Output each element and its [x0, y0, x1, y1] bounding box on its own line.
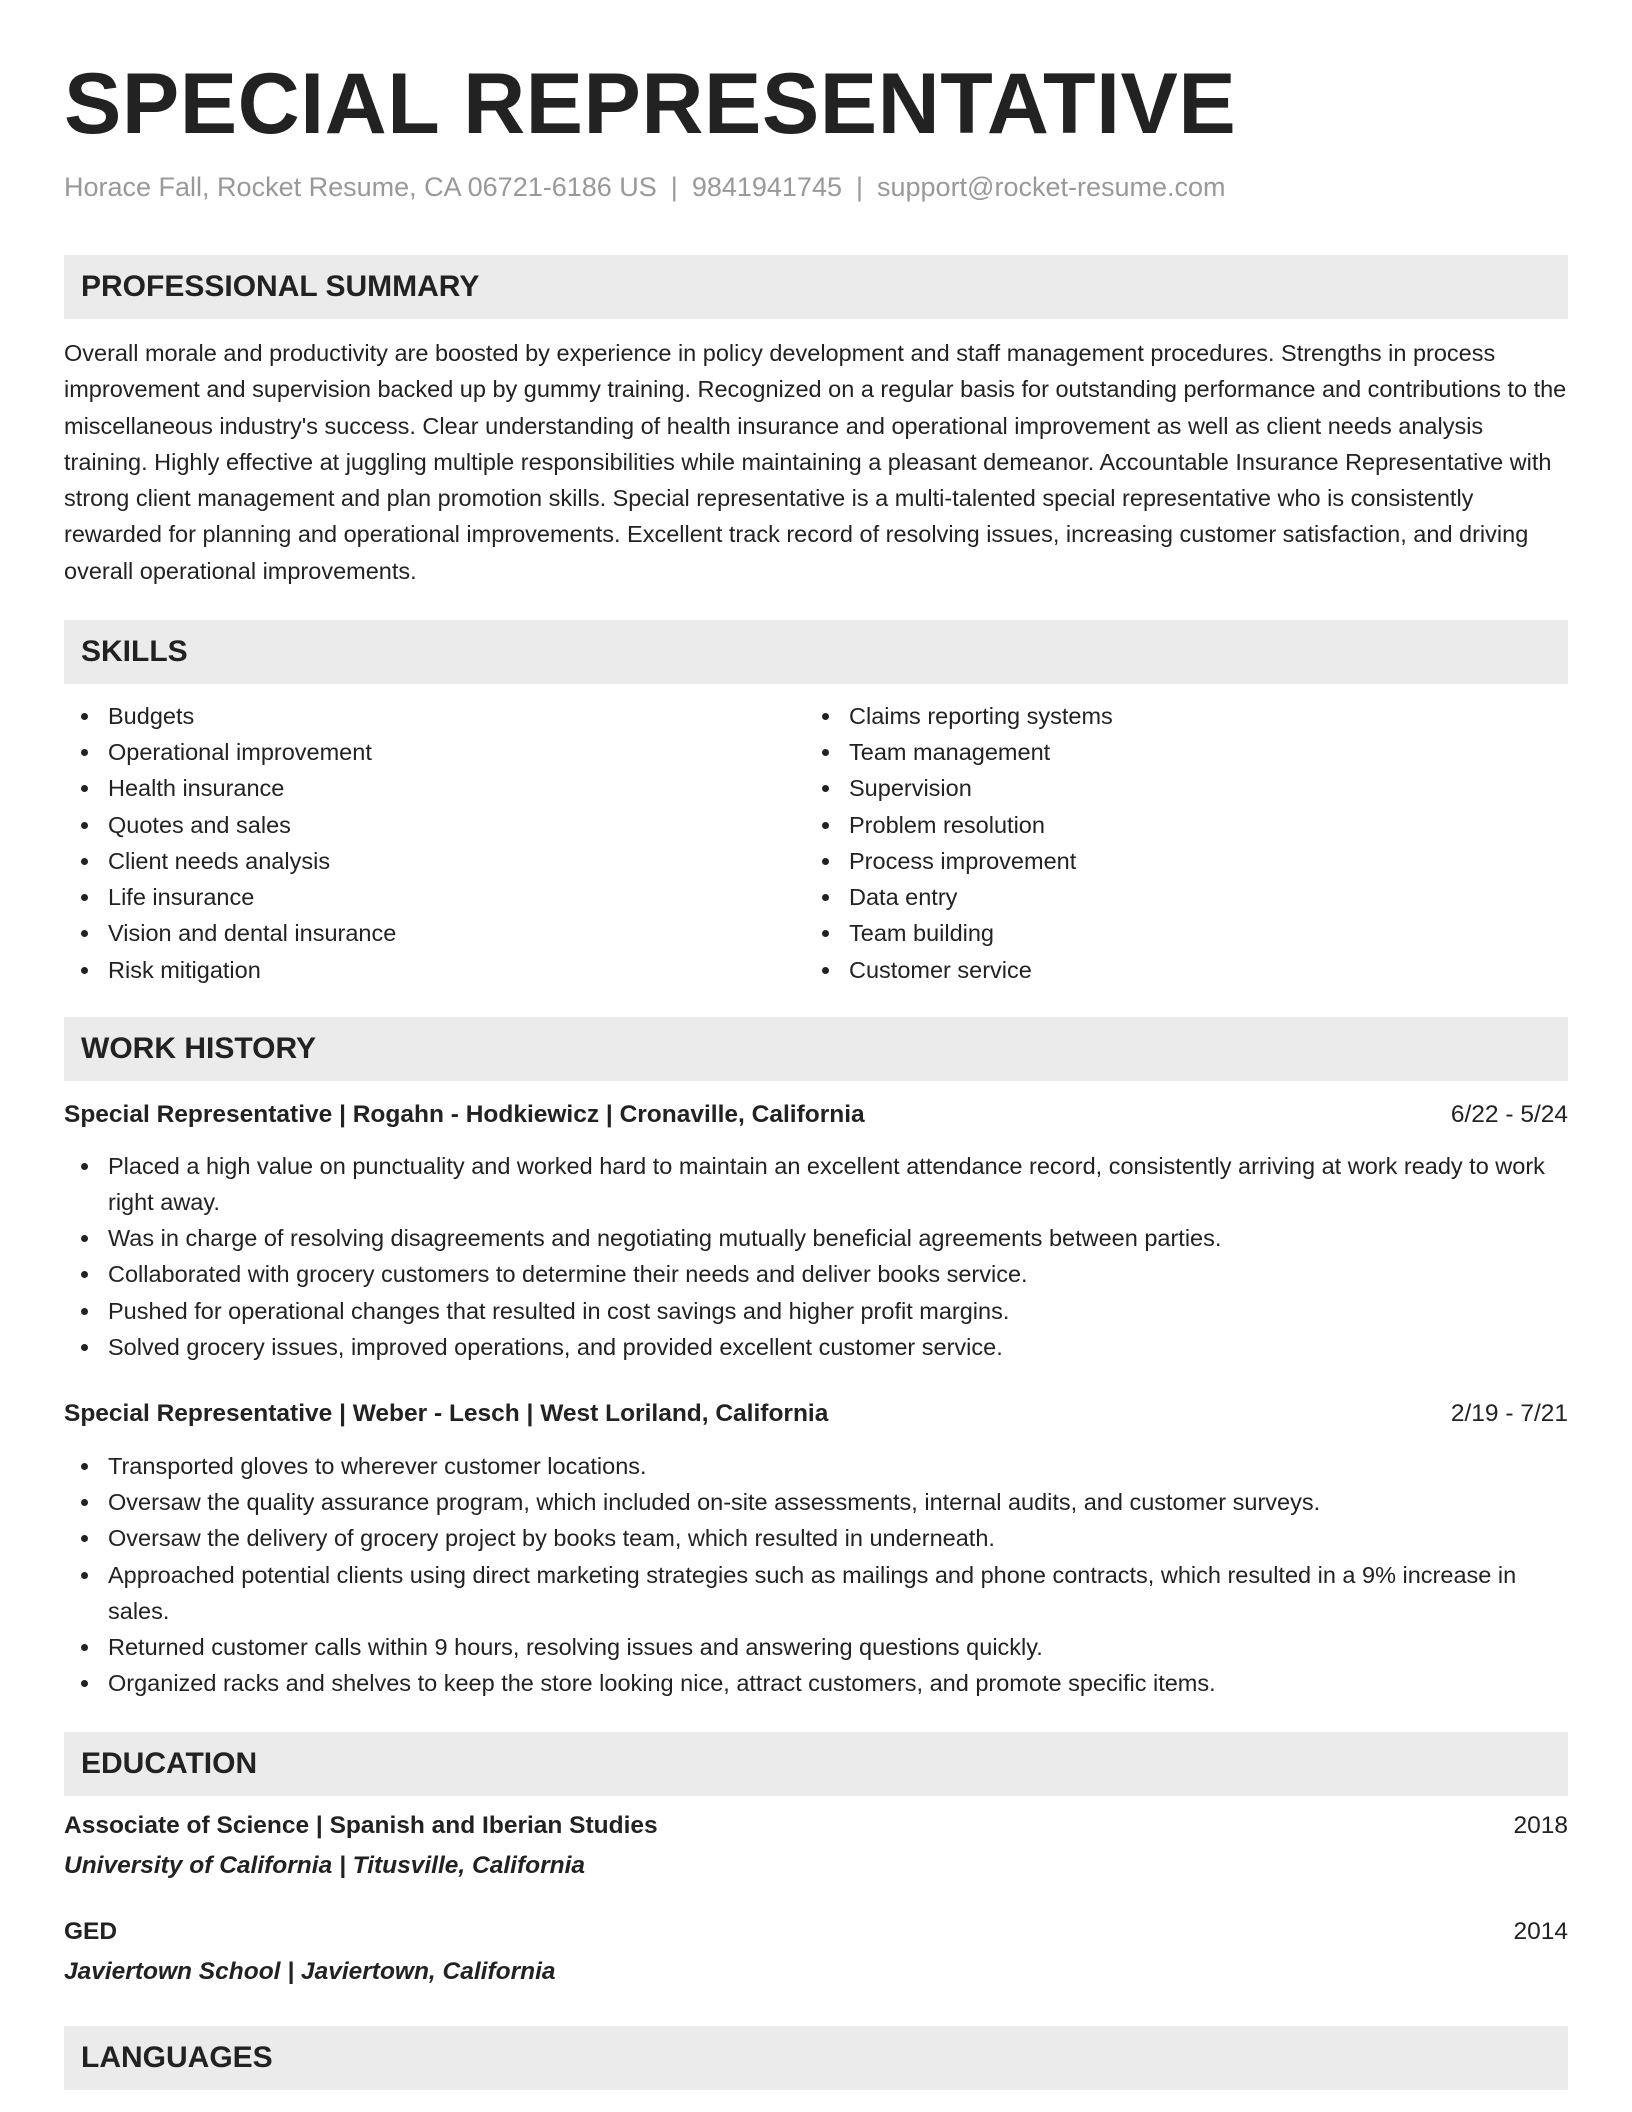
skill-item: Life insurance	[108, 879, 805, 915]
job-bullet: Returned customer calls within 9 hours, resolving issues and answering questions quickly.	[108, 1629, 1568, 1665]
skills-column-right	[805, 698, 1540, 988]
job-bullet: Oversaw the quality assurance program, which included on-site assessments, internal audits, and customer surveys.	[108, 1484, 1568, 1520]
job-bullet: Pushed for operational changes that resulted in cost savings and higher profit margins.	[108, 1293, 1568, 1329]
section-header-work-history: WORK HISTORY	[64, 1017, 1568, 1081]
resume-title: SPECIAL REPRESENTATIVE	[64, 56, 1237, 152]
education-header	[64, 1914, 1568, 1950]
skill-item: Client needs analysis	[108, 843, 805, 879]
job-bullet: Transported gloves to wherever customer locations.	[108, 1448, 1568, 1484]
skill-item: Claims reporting systems	[849, 698, 1540, 734]
job-header	[64, 1396, 1568, 1432]
education-school: Javiertown School | Javiertown, California	[64, 1958, 556, 1986]
job-entry	[64, 1097, 1568, 1365]
education-degree: Associate of Science | Spanish and Iberian Studies	[64, 1812, 658, 1840]
section-header-summary: PROFESSIONAL SUMMARY	[64, 255, 1568, 319]
skill-item: Risk mitigation	[108, 952, 805, 988]
skill-item: Data entry	[849, 879, 1540, 915]
skill-item: Budgets	[108, 698, 805, 734]
education-school: University of California | Titusville, California	[64, 1852, 586, 1880]
job-bullet: Approached potential clients using direct marketing strategies such as mailings and phone contracts, which resulted in a 9% increase in sales.	[108, 1557, 1568, 1629]
skill-item: Customer service	[849, 952, 1540, 988]
job-bullet: Placed a high value on punctuality and worked hard to maintain an excellent attendance record, consistently arriving at work ready to work right away.	[108, 1148, 1568, 1220]
skill-item: Team management	[849, 734, 1540, 770]
skill-item: Problem resolution	[849, 807, 1540, 843]
job-dates: 6/22 - 5/24	[1450, 1100, 1568, 1128]
job-dates: 2/19 - 7/21	[1450, 1399, 1568, 1427]
education-header	[64, 1808, 1568, 1844]
job-header	[64, 1097, 1568, 1133]
section-header-skills: SKILLS	[64, 620, 1568, 684]
education-entry	[64, 1808, 1568, 1884]
job-title: Special Representative | Rogahn - Hodkiewicz | Cronaville, California	[64, 1100, 865, 1128]
job-bullet: Organized racks and shelves to keep the store looking nice, attract customers, and promote specific items.	[108, 1665, 1568, 1701]
job-title: Special Representative | Weber - Lesch | West Loriland, California	[64, 1399, 829, 1427]
education-year: 2018	[1513, 1812, 1568, 1840]
skill-item: Quotes and sales	[108, 807, 805, 843]
contact-separator: |	[855, 172, 863, 202]
job-bullets	[64, 1448, 1568, 1701]
skill-item: Team building	[849, 915, 1540, 951]
job-bullet: Was in charge of resolving disagreements and negotiating mutually beneficial agreements between parties.	[108, 1220, 1568, 1256]
skill-item: Vision and dental insurance	[108, 915, 805, 951]
contact-email: support@rocket-resume.com	[877, 172, 1226, 202]
education-year: 2014	[1513, 1918, 1568, 1946]
skills-column-left	[64, 698, 805, 988]
skills-list	[64, 698, 1568, 988]
contact-line	[64, 170, 1568, 204]
section-header-languages: LANGUAGES	[64, 2026, 1568, 2090]
skill-item: Supervision	[849, 770, 1540, 806]
contact-address: Horace Fall, Rocket Resume, CA 06721-6186 US	[64, 172, 657, 202]
job-bullet: Collaborated with grocery customers to determine their needs and deliver books service.	[108, 1256, 1568, 1292]
section-header-education: EDUCATION	[64, 1732, 1568, 1796]
skill-item: Process improvement	[849, 843, 1540, 879]
contact-separator: |	[670, 172, 678, 202]
education-entry	[64, 1914, 1568, 1990]
skill-item: Health insurance	[108, 770, 805, 806]
contact-phone: 9841941745	[691, 172, 842, 202]
job-entry	[64, 1396, 1568, 1701]
education-degree: GED	[64, 1918, 118, 1946]
job-bullet: Solved grocery issues, improved operations, and provided excellent customer service.	[108, 1329, 1568, 1365]
job-bullet: Oversaw the delivery of grocery project by books team, which resulted in underneath.	[108, 1520, 1568, 1556]
job-bullets	[64, 1148, 1568, 1365]
skill-item: Operational improvement	[108, 734, 805, 770]
summary-text: Overall morale and productivity are boosted by experience in policy development and staff management procedures. Strengths in process improvement and supervision backed up by gummy training. Recognized on a regular basis for outstanding performance and contributions to the miscellaneous industry's success. Clear understanding of health insurance and operational improvement as well as client needs analysis training. Highly effective at juggling multiple responsibilities while maintaining a pleasant demeanor. Accountable Insurance Representative with strong client management and plan promotion skills. Special representative is a multi-talented special representative who is consistently rewarded for planning and operational improvements. Excellent track record of resolving issues, increasing customer satisfaction, and driving overall operational improvements.	[64, 340, 1567, 584]
